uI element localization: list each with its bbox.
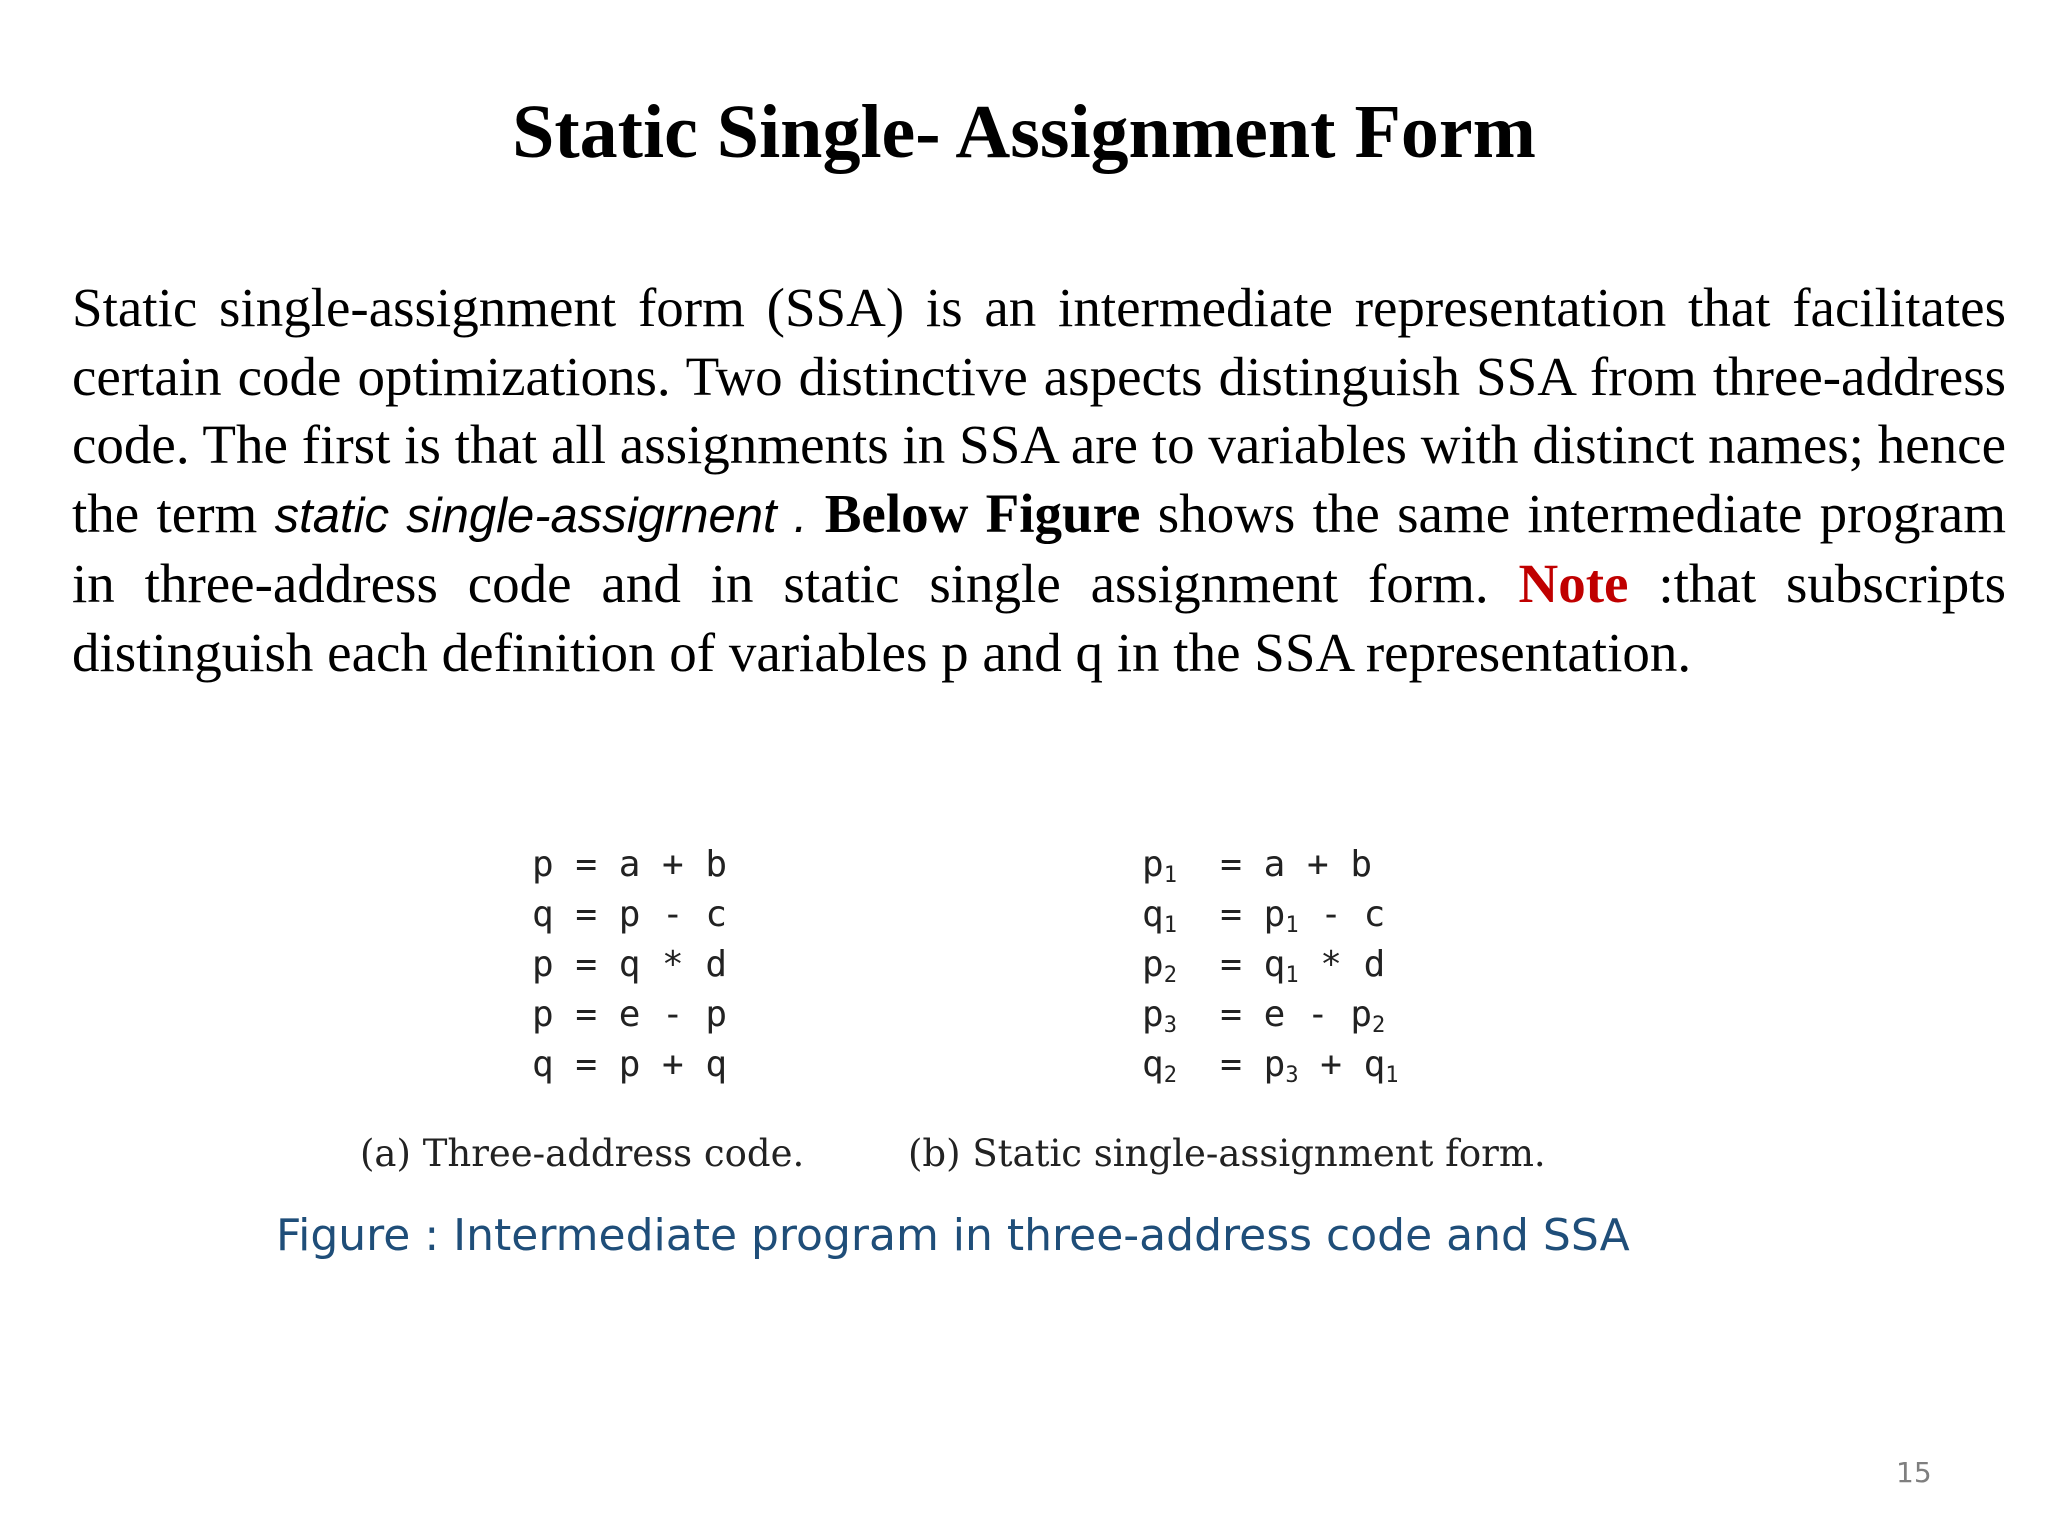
- ssa-subscript: 1: [1385, 1063, 1399, 1088]
- ssa-variable: $q_1$: [1142, 894, 1177, 938]
- ssa-subscript: 1: [1285, 913, 1299, 938]
- ssa-variable: $p_2$: [1142, 944, 1177, 988]
- ssa-subscript: 3: [1163, 1013, 1177, 1038]
- caption-three-address: (a) Three-address code.: [360, 1132, 805, 1175]
- ssa-variable: $q_1$: [1363, 1044, 1399, 1088]
- ssa-subscript: 1: [1163, 863, 1177, 888]
- code-line: p = q * d: [532, 944, 728, 985]
- ssa-variable: $p_3$: [1263, 1044, 1299, 1088]
- code-line: q = p - c: [532, 894, 728, 935]
- paragraph-text: [807, 483, 824, 544]
- code-figure: [300, 840, 1660, 1210]
- paragraph-text: :that subscripts distinguish each definition of variables p and q in the SSA representation.: [72, 553, 2006, 683]
- ssa-text: = a + b: [1176, 844, 1373, 885]
- code-line: p = a + b: [532, 844, 728, 885]
- ssa-text: =: [1176, 1044, 1264, 1085]
- ssa-text: =: [1176, 894, 1264, 935]
- ssa-variable: $p_1$: [1142, 844, 1177, 888]
- ssa-subscript: 2: [1372, 1013, 1386, 1038]
- ssa-text: - c: [1298, 894, 1386, 935]
- ssa-code-line: [1142, 990, 1399, 1040]
- ssa-text: +: [1298, 1044, 1364, 1085]
- slide-title: Static Single- Assignment Form: [512, 90, 1536, 174]
- ssa-code-line: [1142, 890, 1399, 940]
- paragraph-text: Static single-assignment form (SSA) is an intermediate representation that facilitates certain code optimizations. Two distinctive aspects distinguish SSA from three-address code. The first is that all assignments in SSA are to variables with distinct names; hence the term: [72, 277, 2006, 544]
- note-label: Note: [1518, 553, 1629, 614]
- body-paragraph: [72, 274, 2006, 687]
- ssa-subscript: 1: [1285, 963, 1299, 988]
- caption-ssa: (b) Static single-assignment form.: [908, 1132, 1546, 1175]
- ssa-subscript: 3: [1285, 1063, 1299, 1088]
- ssa-code-line: [1142, 840, 1399, 890]
- italic-term: static single-assigrnent .: [274, 488, 808, 543]
- ssa-subscript: 1: [1163, 913, 1177, 938]
- figure-caption: Figure : Intermediate program in three-address code and SSA: [276, 1210, 1630, 1261]
- ssa-text: =: [1176, 944, 1264, 985]
- page-number: 15: [1896, 1456, 1932, 1489]
- ssa-variable: $q_1$: [1263, 944, 1299, 988]
- ssa-text: * d: [1298, 944, 1386, 985]
- ssa-variable: $p_1$: [1263, 894, 1299, 938]
- ssa-subscript: 2: [1163, 963, 1177, 988]
- ssa-variable: $p_3$: [1142, 994, 1177, 1038]
- paragraph-text: shows the same intermediate program in three-address code and in static single assignment form.: [72, 482, 2006, 614]
- three-address-code-block: [532, 840, 727, 1090]
- ssa-subscript: 2: [1163, 1063, 1177, 1088]
- ssa-variable: $q_2$: [1142, 1044, 1177, 1088]
- ssa-variable: $p_2$: [1350, 994, 1386, 1038]
- bold-figure-reference: Below Figure: [824, 482, 1141, 544]
- code-line: p = e - p: [532, 994, 728, 1035]
- code-line: q = p + q: [532, 1044, 728, 1085]
- ssa-code-line: [1142, 1040, 1399, 1090]
- ssa-code-line: [1142, 940, 1399, 990]
- ssa-code-block: [1142, 840, 1399, 1090]
- ssa-text: = e -: [1176, 994, 1351, 1035]
